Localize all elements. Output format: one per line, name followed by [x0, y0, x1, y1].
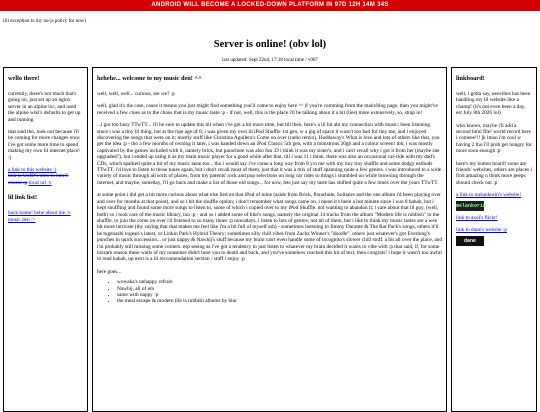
left-intro: currently, there's not much that's going on, just set up an nginx server in an alpine lxc, and used the alpine wiki's defaults to get up and running — [8, 91, 81, 123]
intro-line: well, well, well... curious, are we? :p — [97, 91, 175, 97]
js-exception-note: (lil exception to my no-js policy for now) — [3, 19, 86, 24]
list-item: • wowaka's unhappy refrain — [117, 279, 442, 285]
left-sidebar — [3, 67, 88, 412]
melankorin-button[interactable]: melankorin — [456, 202, 487, 209]
right-para-3: here's my button board! some are friends' websites, others are places i find amazing n think more peeps should check out :p — [456, 160, 532, 186]
right-heading: linkboard! — [456, 75, 485, 82]
recommendation-list — [97, 279, 442, 305]
intro-paragraph: well, glad it's the case, cause it means you just might find something you'll come to enjoy here ^^ if you're comming from the main/blog page, then you might've received a few clues as to the chaos that is my music taste :p - if not, well, this is the place i'll be talking about it a bit (lies) more extensively, so, strap in! — [97, 103, 438, 116]
list-item: • same with nappy :p — [117, 292, 442, 298]
nav-links[interactable]: back home! hehe about me :v music den :> — [8, 210, 71, 223]
page-title: Server is online! (obv lol) — [213, 39, 327, 50]
right-para-1: well, i gotta say, neocities has been handling my lil website like a champ! (it's not even been a day, est July 8th 2026 lol) — [456, 91, 531, 117]
course-link[interactable]: link to UofD's intro to html5 course :p — [8, 173, 69, 186]
axol-flickr-link[interactable]: link to axol's flickr! — [456, 214, 498, 221]
dane-button[interactable]: dane — [456, 236, 484, 246]
list-item: • Nawhij, all of em — [117, 286, 442, 292]
main-content — [92, 67, 447, 412]
links-heading: lil link list! — [8, 194, 38, 202]
dane-link[interactable]: link to dane's website :p — [456, 227, 507, 234]
history-paragraph: ...i got too busy TTwTT... i'll be sure to update this bit when i've got a bit more time, but till then, here's a lil bit abt my connection with music; been listening since i was a tiny lil thing, but at the ripe age of 8, i was given my own lil iPod Shuffle 1st gen, w a gig of space it wasn't too bad for tiny me, and i enjoyed discovering the songs that were on it; mostly stuff like Christina Aguilera's Come on over (radio remix), Haddaway's What is love and lots of others like that, you get the idea :p - tho a few months of owning it later, i was handed down an iPod Classic 5th gen, with a monstrous 30gb and a colour screen! tbh, i was mostly captivated by the games included with it, namely brick, but parachute was also fun :D i think it was my sister's, and i can't recall why i got it from her (maybe she upgraded?), but i ended up using it as my main music player for a good while after that, till i was 11 i think. there was also an occasional car-ride with my dad's CDs, which sparked quite a bit of my music taste too... tho i would say i've come a long way from 8 y/o me with my tiny tiny shuffle and some dodgy earbuds TTwTT. i'd love to listen to those tunes again, but i don't recall most of them, just that it was a mix of stuff spanning quite a few genres. i was introduced to a wide variety of music through all sorts of places, from my parents' rock and pop selections on long car rides to things i stumbled on while browsing through the internet, and maybe, someday, i'll go back and make a list of those old songs... for now, lets just say my taste has shifted quite a few times over the years TTwTT. — [97, 122, 442, 186]
melankorin-link[interactable]: a link to melankorin's website! — [456, 192, 522, 199]
countdown-banner: ANDROID WILL BECOME A LOCKED-DOWN PLATFORM IN 97D 12H 14M 34S — [0, 0, 540, 11]
recommend-intro: here goes... — [97, 268, 122, 275]
local-url-link[interactable]: local url :v — [28, 179, 52, 186]
main-heading: hehehe... welcome to my music den! ^^ — [97, 75, 202, 82]
taste-paragraph: at some point i did get a bit more curious about what else lied on that iPod of mine (aside from Brick, Parachute, Solitaire and the one album i'd been playing over and over for months at that point), and so i hit the shuffle option; i don't remember what songs came on, i mean it's been a hot minute since i was 8 hahah, but i kept shuffling and found some more songs to listen to, some of which i copied over to my iPod Shuffle. not wanting to abandon it; i care about that lil guy, (well, both) so i took care of the music library, too :p - and so i added some of blur's songs, namely the original 14 tracks from the album "Modern life is rubbish" to the shuffle, to join the come on over i'd listened to so many times :p nowadays, i listen to lots of genres; not all of them, but i like to think my music tastes are a wee bit more intricate (thy saying that that makes me feel like i'm a bit full of myself ssh) - sometimes listening to Jimmy Durante & The Rat Pack's songs, others it'll be togenashi togeari's latest, or Linkin Park's Hybrid Theory; sometimes silly chill vibes from Zachz Winner's "doodle", others just whatever's got Everlong's punches in quick succession... or just nappy & Nawhij's stuff because my brain can't even handle some of incognito's slower chill stuff. a bit all over the place, and i'm probably still missing some corners. esp seeing as i've got a tendency to just listen to whatever my brain decided it wants to vibe with :p that said, if, for some bizzare reason these walls of my nonsense didn't bore you to death and back, and you've somehow reached this bit of text, then congrats! i hope it wasn't too awful to read hahah, up next is a lil reccomendation section / stuff i enjoy :p — [97, 192, 442, 263]
left-heading: wello there! — [8, 75, 40, 82]
list-item: • the meal escape & modern life is rubbish albums by blur — [117, 298, 442, 304]
site-link[interactable]: a link to this website :) — [8, 167, 57, 174]
right-para-2: who knows, maybe i'll add a second html file! world record here i comeee!!! jk lmao i'm cool w having 2 tho i'll prob get hungry for more soon enough :p — [456, 122, 532, 155]
right-sidebar — [451, 67, 537, 412]
left-para: that said tho, look out because i'll be coming for more changes once i've got some more time to spend making my own lil internet place! :) — [8, 129, 80, 161]
last-updated: last updated: Sept 22nd, 17:18 local time / v007 — [222, 58, 318, 63]
site-link-list — [8, 167, 83, 186]
